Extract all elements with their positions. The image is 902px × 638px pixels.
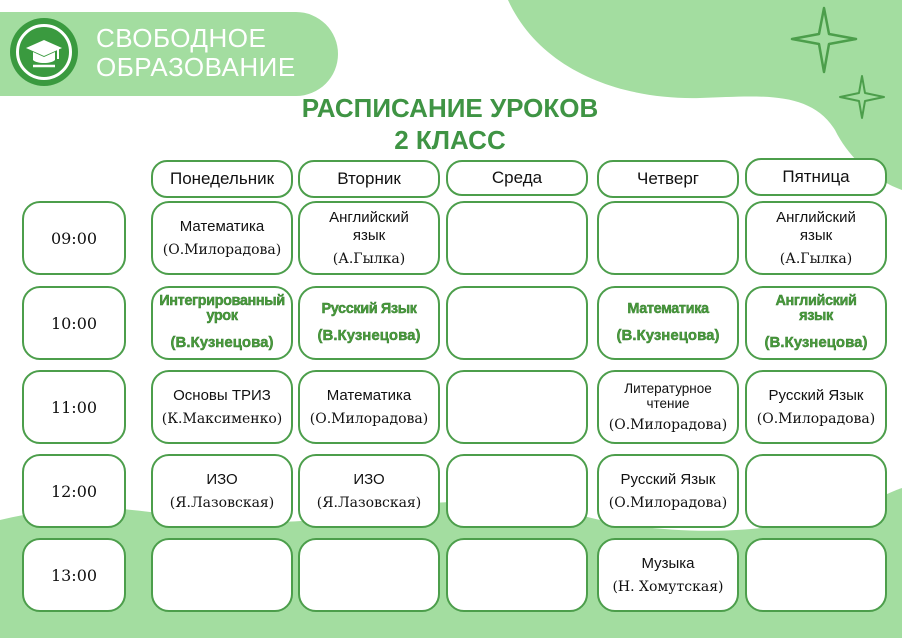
lesson-subject: ИЗО <box>353 470 385 488</box>
lesson-teacher: (Н. Хомутская) <box>612 578 724 595</box>
lesson-subject: Английский язык <box>329 208 409 244</box>
lesson-cell-tue-0900 <box>298 201 440 275</box>
lesson-teacher: (Я.Лазовская) <box>316 494 422 511</box>
lesson-teacher: (В.Кузнецова) <box>317 326 421 344</box>
lesson-subject: Русский Язык <box>620 470 716 488</box>
lesson-teacher: (В.Кузнецова) <box>170 334 274 351</box>
day-header-thursday: Четверг <box>597 160 739 198</box>
lesson-teacher: (Я.Лазовская) <box>169 494 275 511</box>
time-slot-3: 11:00 <box>22 370 126 444</box>
lesson-cell-tue-1000 <box>298 286 440 360</box>
time-slot-1: 09:00 <box>22 201 126 275</box>
lesson-cell-thu-1100 <box>597 370 739 444</box>
lesson-cell-tue-1200 <box>298 454 440 528</box>
lesson-cell-fri-1100 <box>745 370 887 444</box>
lesson-cell-thu-1200 <box>597 454 739 528</box>
lesson-subject: Английский язык <box>776 208 856 244</box>
lesson-cell-fri-1200 <box>745 454 887 528</box>
day-header-monday: Понедельник <box>151 160 293 198</box>
lesson-cell-fri-0900 <box>745 201 887 275</box>
brand-name <box>96 24 336 82</box>
lesson-teacher: (О.Милорадова) <box>608 416 728 433</box>
lesson-cell-thu-1000 <box>597 286 739 360</box>
lesson-cell-tue-1100 <box>298 370 440 444</box>
time-slot-5: 13:00 <box>22 538 126 612</box>
lesson-cell-mon-1100 <box>151 370 293 444</box>
lesson-subject: Русский Язык <box>768 386 864 404</box>
lesson-subject: Английский язык <box>775 293 857 324</box>
lesson-cell-mon-1000 <box>151 286 293 360</box>
lesson-subject: ИЗО <box>206 470 238 488</box>
lesson-cell-tue-1300 <box>298 538 440 612</box>
lesson-subject: Литературное чтение <box>624 380 712 411</box>
day-header-wednesday: Среда <box>446 160 588 196</box>
day-header-tuesday: Вторник <box>298 160 440 198</box>
lesson-cell-wed-0900 <box>446 201 588 275</box>
lesson-cell-wed-1000 <box>446 286 588 360</box>
lesson-teacher: (К.Максименко) <box>161 410 283 427</box>
lesson-teacher: (В.Кузнецова) <box>764 334 868 351</box>
lesson-subject: Основы ТРИЗ <box>173 386 271 404</box>
lesson-cell-wed-1200 <box>446 454 588 528</box>
lesson-cell-wed-1100 <box>446 370 588 444</box>
lesson-cell-mon-0900 <box>151 201 293 275</box>
title-line-2: 2 КЛАСС <box>394 125 506 155</box>
lesson-teacher: (О.Милорадова) <box>309 410 429 427</box>
brand-line-2: ОБРАЗОВАНИЕ <box>96 52 296 82</box>
lesson-cell-wed-1300 <box>446 538 588 612</box>
day-header-friday: Пятница <box>745 158 887 196</box>
lesson-teacher: (О.Милорадова) <box>162 241 282 258</box>
lesson-subject: Музыка <box>641 554 695 572</box>
lesson-teacher: (В.Кузнецова) <box>616 326 720 344</box>
lesson-teacher: (А.Гылка) <box>779 250 853 267</box>
lesson-teacher: (А.Гылка) <box>332 250 406 267</box>
brand-line-1: СВОБОДНОЕ <box>96 23 267 53</box>
lesson-subject: Математика <box>179 217 265 235</box>
title-line-1: РАСПИСАНИЕ УРОКОВ <box>301 93 599 123</box>
lesson-subject: Русский Язык <box>321 300 417 317</box>
lesson-cell-thu-1300 <box>597 538 739 612</box>
time-slot-4: 12:00 <box>22 454 126 528</box>
lesson-subject: Интегрированный урок <box>159 293 285 324</box>
lesson-teacher: (О.Милорадова) <box>608 494 728 511</box>
page-title <box>250 92 650 156</box>
lesson-cell-fri-1000 <box>745 286 887 360</box>
logo <box>10 18 78 86</box>
time-slot-2: 10:00 <box>22 286 126 360</box>
lesson-cell-mon-1300 <box>151 538 293 612</box>
lesson-teacher: (О.Милорадова) <box>756 410 876 427</box>
graduation-cap-icon <box>24 36 64 68</box>
lesson-cell-fri-1300 <box>745 538 887 612</box>
lesson-subject: Математика <box>326 386 412 404</box>
lesson-cell-thu-0900 <box>597 201 739 275</box>
lesson-subject: Математика <box>627 300 709 317</box>
lesson-cell-mon-1200 <box>151 454 293 528</box>
